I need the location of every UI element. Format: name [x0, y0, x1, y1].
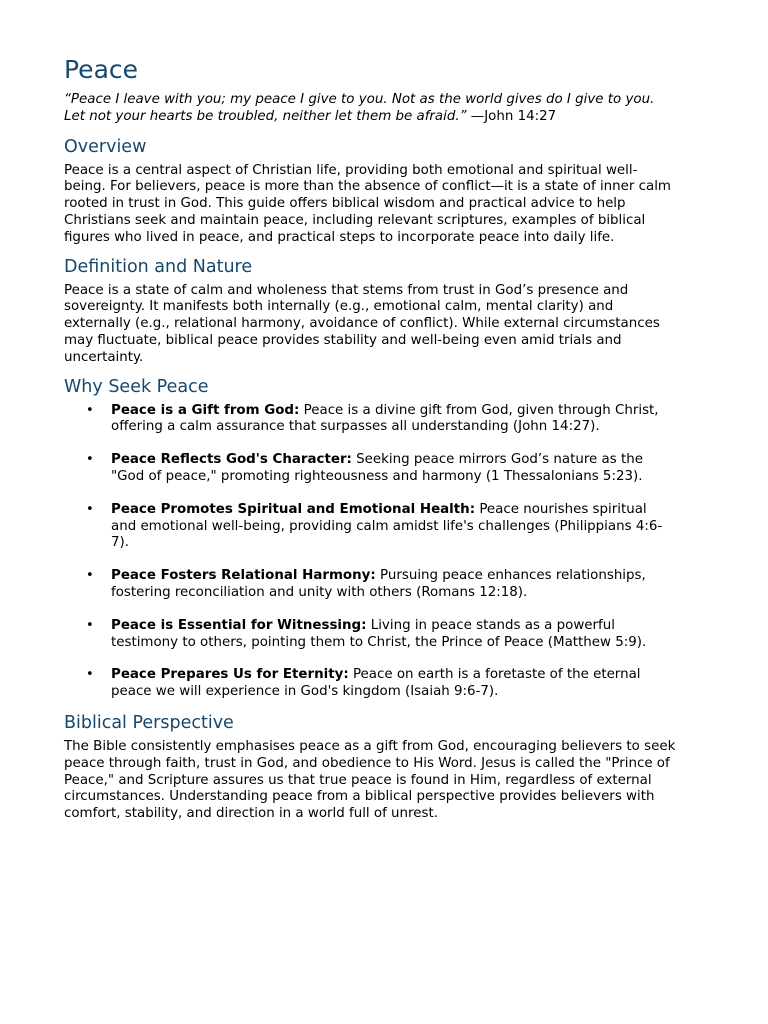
list-item-label: Peace Reflects God's Character: [111, 452, 352, 468]
bullet-icon: • [86, 452, 94, 468]
list-item-label: Peace Promotes Spiritual and Emotional Health: [111, 501, 476, 517]
bullet-icon: • [86, 402, 94, 418]
biblical-body: The Bible consistently emphasises peace as a gift from God, encouraging believers to seek peace through faith, trust in God, and obedience to His Word. Jesus is called the "Prince of Peace," and Scripture assures us that true peace is found in Him, regardless of external circumstances. Understanding peace from a biblical perspective provides believers with comfort, stability, and direction in a world full of unrest. [64, 738, 676, 822]
definition-heading: Definition and Nature [64, 256, 253, 277]
list-item [64, 667, 676, 701]
list-item-label: Peace Fosters Relational Harmony: [111, 568, 376, 584]
list-item [64, 452, 676, 486]
list-item [64, 568, 676, 602]
list-item-text: Peace nourishes spiritual and emotional well-being, providing calm amidst life's challenges (Philippians 4:6-7). [111, 501, 663, 551]
list-item [64, 403, 676, 437]
list-item [64, 502, 676, 552]
list-item-label: Peace is a Gift from God: [111, 402, 300, 418]
bullet-icon: • [86, 568, 94, 584]
bullet-icon: • [86, 667, 94, 683]
list-item-text: Living in peace stands as a powerful testimony to others, pointing them to Christ, the Prince of Peace (Matthew 5:9). [111, 617, 647, 650]
overview-body: Peace is a central aspect of Christian life, providing both emotional and spiritual well-being. For believers, peace is more than the absence of conflict—it is a state of inner calm rooted in trust in God. This guide offers biblical wisdom and practical advice to help Christians seek and maintain peace, including relevant scriptures, examples of biblical figures who lived in peace, and practical steps to incorporate peace into daily life. [64, 162, 671, 245]
list-item [64, 618, 676, 652]
list-item-text: Peace is a divine gift from God, given through Christ, offering a calm assurance that surpasses all understanding (John 14:27). [111, 402, 659, 435]
overview-heading: Overview [64, 136, 147, 157]
why-heading: Why Seek Peace [64, 376, 209, 397]
bullet-icon: • [86, 617, 94, 633]
list-item-text: Pursuing peace enhances relationships, fostering reconciliation and unity with others (Romans 12:18). [111, 568, 646, 600]
page-title: Peace [64, 55, 139, 84]
list-item-label: Peace Prepares Us for Eternity: [111, 667, 349, 683]
list-item-text: Seeking peace mirrors God’s nature as the "God of peace," promoting righteousness and harmony (1 Thessalonians 5:23). [111, 452, 643, 484]
why-list [64, 403, 676, 701]
list-item-label: Peace is Essential for Witnessing: [111, 617, 367, 633]
epigraph-quote: “Peace I leave with you; my peace I give to you. Not as the world gives do I give to you. Let not your hearts be troubled, neither let them be afraid.” [64, 92, 655, 124]
bullet-icon: • [86, 501, 94, 517]
epigraph [64, 92, 676, 126]
list-item-text: Peace on earth is a foretaste of the eternal peace we will experience in God's kingdom (Isaiah 9:6-7). [111, 667, 641, 700]
biblical-heading: Biblical Perspective [64, 712, 234, 733]
definition-body: Peace is a state of calm and wholeness that stems from trust in God’s presence and sovereignty. It manifests both internally (e.g., emotional calm, mental clarity) and externally (e.g., relational harmony, avoidance of conflict). While external circumstances may fluctuate, biblical peace provides stability and well-being even amid trials and uncertainty. [64, 282, 660, 365]
epigraph-citation: —John 14:27 [466, 108, 557, 124]
